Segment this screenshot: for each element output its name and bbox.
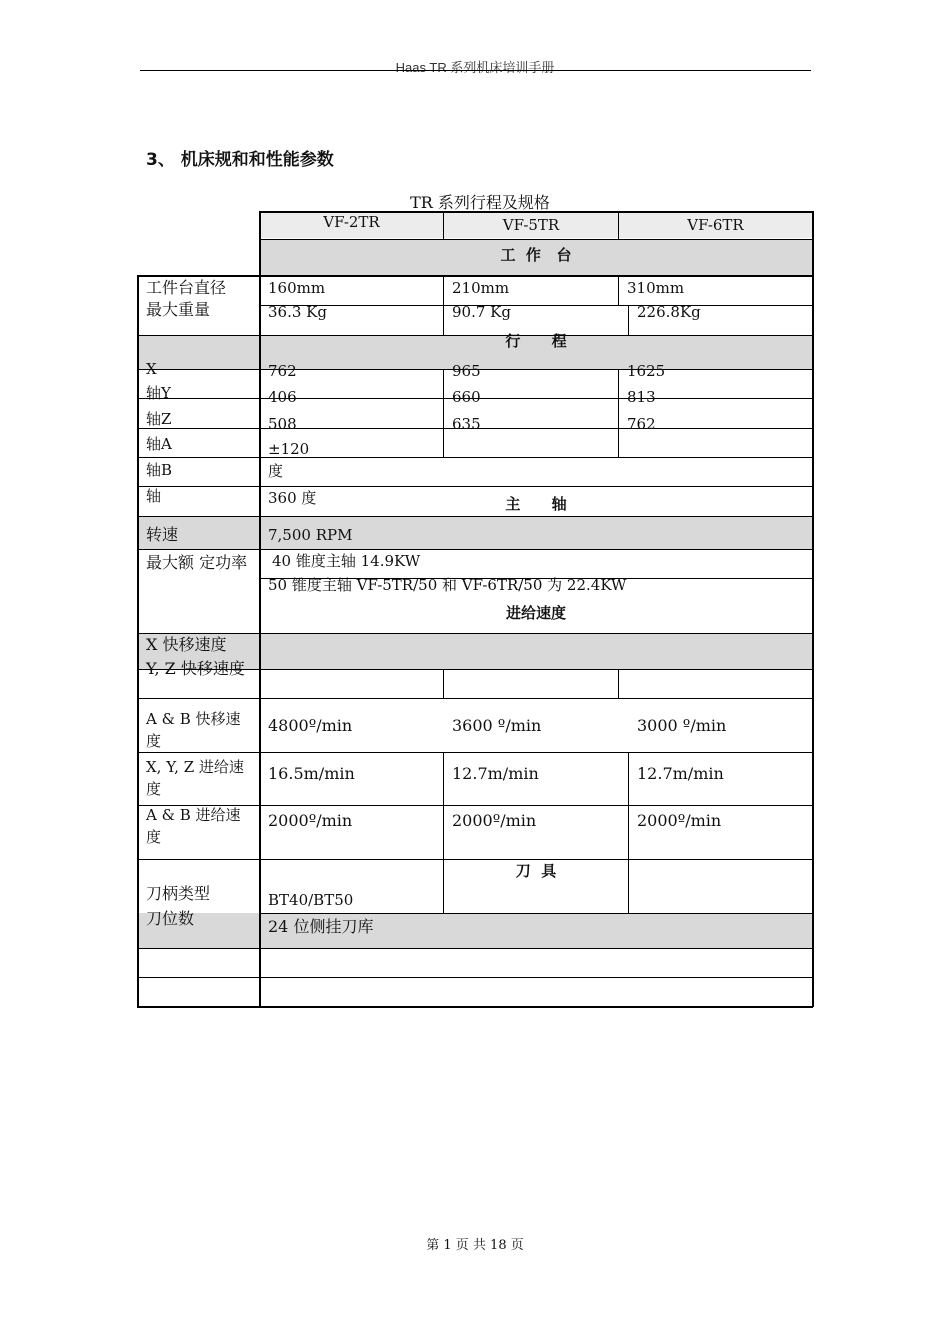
rule [138, 698, 812, 699]
rule [137, 275, 813, 277]
rule [443, 752, 444, 913]
row-label-a-axis: 轴A [146, 435, 172, 453]
page-footer: 第 1 页 共 18 页 [426, 1238, 524, 1253]
header-rule [140, 70, 811, 71]
cell-value: 965 [452, 362, 481, 380]
cell-value: 7,500 RPM [268, 526, 353, 544]
rule [138, 486, 812, 487]
rule [443, 369, 444, 457]
row-label-b-axis: 轴B [146, 461, 173, 479]
table-title: TR 系列行程及规格 [410, 193, 550, 212]
rule [628, 752, 629, 913]
row-label-yz-rapid: Y, Z 快移速度 [146, 659, 245, 678]
cell-value: 508 [268, 415, 297, 433]
row-label-tool-capacity: 刀位数 [146, 909, 195, 928]
group-label-tool: 刀 具 [515, 862, 557, 880]
group-label-table: 工 作 台 [500, 246, 572, 264]
column-header-vf6tr: VF-6TR [687, 216, 744, 234]
cell-value: BT40/BT50 [268, 891, 354, 909]
group-label-travel: 行 程 [505, 332, 567, 350]
cell-value: 2000º/min [452, 811, 537, 830]
row-label-power: 最大额 定功率 [146, 553, 248, 572]
rule [138, 752, 812, 753]
rule [812, 211, 814, 1007]
row-label-speed: 转速 [146, 525, 179, 544]
row-label-axis: 轴 [146, 487, 162, 505]
rule [443, 669, 444, 698]
rule [138, 977, 812, 978]
rule [137, 1006, 813, 1008]
row-label-y-axis: 轴Y [146, 384, 171, 402]
rule [618, 369, 619, 457]
cell-value: 2000º/min [637, 811, 722, 830]
cell-value: 160mm [268, 279, 326, 297]
row-label-z-axis: 轴Z [146, 410, 172, 428]
cell-value: 406 [268, 388, 297, 406]
group-band-capacity [138, 913, 812, 948]
column-header-vf5tr: VF-5TR [502, 216, 560, 234]
rule [137, 275, 139, 1007]
cell-value: 635 [452, 415, 481, 433]
cell-value: ±120 [268, 440, 310, 458]
group-label-feed: 进给速度 [505, 604, 566, 622]
row-label-max-weight: 最大重量 [146, 300, 211, 319]
cell-value: 24 位侧挂刀库 [268, 917, 374, 936]
cell-value: 50 锥度主轴 VF-5TR/50 和 VF-6TR/50 为 22.4KW [268, 576, 627, 594]
cell-value: 310mm [627, 279, 685, 297]
group-band-speed [138, 516, 812, 549]
cell-value: 4800º/min [268, 716, 353, 735]
rule [618, 669, 619, 698]
cell-value: 90.7 Kg [452, 303, 511, 321]
group-label-spindle: 主 轴 [505, 495, 567, 513]
rule [443, 275, 444, 335]
cell-value: 2000º/min [268, 811, 353, 830]
cell-value: 40 锥度主轴 14.9KW [272, 552, 421, 570]
rule [628, 305, 629, 335]
column-header-vf2tr: VF-2TR [323, 213, 380, 231]
rule [138, 633, 812, 634]
rule [618, 275, 619, 305]
cell-value: 12.7m/min [637, 764, 724, 783]
section-heading: 3、 机床规和和性能参数 [146, 150, 334, 170]
cell-value: 660 [452, 388, 481, 406]
rule [259, 239, 813, 240]
row-label-tool-holder: 刀柄类型 [146, 884, 211, 903]
row-label-x-rapid: X 快移速度 [146, 635, 227, 654]
row-label-ab-feed: A & B 进给速度 [146, 806, 241, 846]
cell-value: 3600 º/min [452, 716, 542, 735]
cell-value: 210mm [452, 279, 510, 297]
rule [138, 516, 812, 517]
rule [260, 913, 812, 914]
cell-value: 813 [627, 388, 656, 406]
rule [138, 859, 812, 860]
cell-value: 3000 º/min [637, 716, 727, 735]
cell-value: 226.8Kg [637, 303, 701, 321]
row-label-ab-rapid: A & B 快移速度 [146, 710, 241, 750]
row-label-table-diameter: 工件台直径 [146, 278, 227, 297]
cell-value: 762 [268, 362, 297, 380]
rule [138, 948, 812, 949]
cell-value: 762 [627, 415, 656, 433]
cell-value: 度 [268, 462, 284, 480]
cell-value: 16.5m/min [268, 764, 355, 783]
row-label-x-axis: X [146, 360, 157, 378]
cell-value: 12.7m/min [452, 764, 539, 783]
row-label-xyz-feed: X, Y, Z 进给速度 [146, 758, 244, 798]
rule [138, 549, 812, 550]
page-header: Haas TR 系列机床培训手册 [395, 60, 555, 75]
rule [260, 305, 812, 306]
cell-value: 1625 [627, 362, 666, 380]
rule [138, 457, 812, 458]
cell-value: 360 度 [268, 489, 317, 507]
cell-value: 36.3 Kg [268, 303, 327, 321]
